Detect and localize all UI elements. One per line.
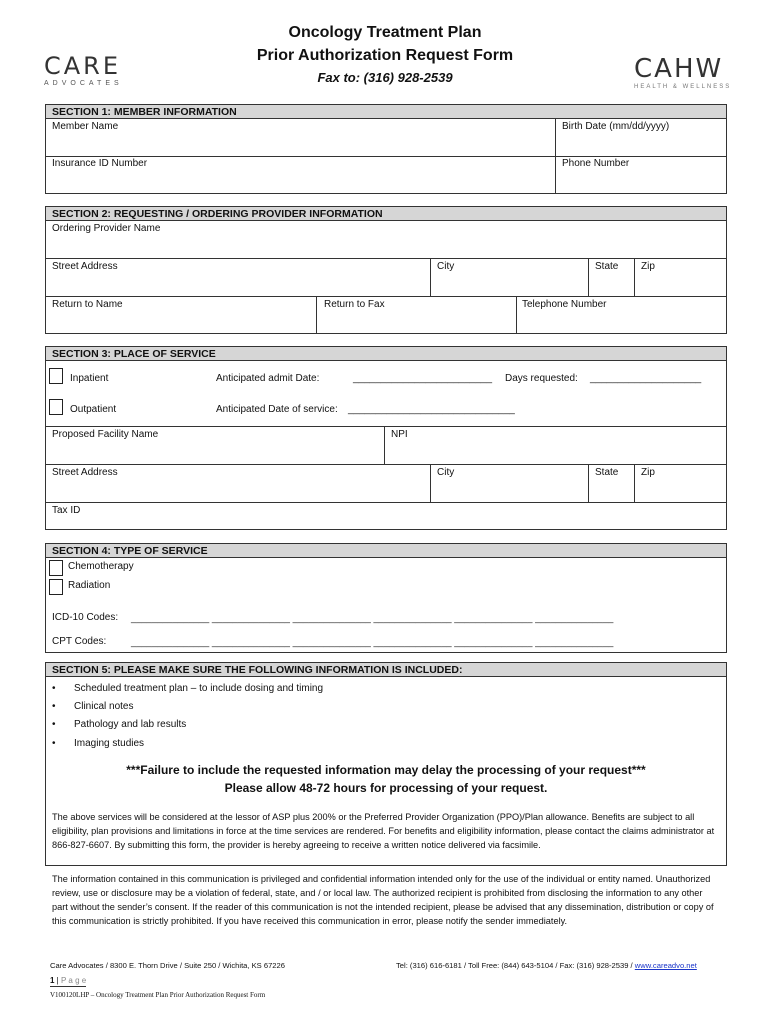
service-date-label: Anticipated Date of service: <box>216 404 338 415</box>
bullet-icon: • <box>52 738 56 749</box>
facility-street-field[interactable]: Street Address <box>52 467 118 478</box>
radiation-label: Radiation <box>68 580 111 591</box>
cpt-code-lines[interactable]: _______________ _______________ _______________ _______________ _______________ _______________ <box>131 636 614 647</box>
list-item: Imaging studies <box>74 738 145 749</box>
birth-date-field[interactable]: Birth Date (mm/dd/yyyy) <box>562 121 670 132</box>
inpatient-checkbox[interactable] <box>49 368 63 384</box>
list-item: Clinical notes <box>74 701 134 712</box>
bullet-icon: • <box>52 683 56 694</box>
warning-line-2: Please allow 48-72 hours for processing of your request. <box>224 781 548 795</box>
warning-line-1: ***Failure to include the requested information may delay the processing of your request*** <box>126 763 646 777</box>
npi-field[interactable]: NPI <box>391 429 408 440</box>
chemotherapy-checkbox[interactable] <box>49 560 63 576</box>
outpatient-checkbox[interactable] <box>49 399 63 415</box>
page-title: Oncology Treatment Plan <box>288 24 482 41</box>
footer-address: Care Advocates / 8300 E. Thorn Drive / Suite 250 / Wichita, KS 67226 <box>50 961 285 970</box>
list-item: Pathology and lab results <box>74 719 187 730</box>
days-requested-line[interactable]: ____________________ <box>590 373 702 384</box>
confidentiality-paragraph: The information contained in this communication is privileged and confidential information intended only for the use of the individual or entity named. Unauthorized review, use or disclosure may be a violation of federal, state, and / or local law. The authorized recipient is prohibited from disclosing the information to any other part without the sender’s consent. If the reader of this communication is not the intended recipient, please be advised that any dissemination, distribution or copy of this communication is strictly prohibited. If you have received this communication in error, please notify the sender immediately. <box>52 874 714 926</box>
member-name-field[interactable]: Member Name <box>52 121 119 132</box>
icd10-code-lines[interactable]: _______________ _______________ _______________ _______________ _______________ _______________ <box>131 612 614 623</box>
facility-zip-field[interactable]: Zip <box>641 467 655 478</box>
provider-state-field[interactable]: State <box>595 261 619 272</box>
form-id: V100120LHP – Oncology Treatment Plan Prior Authorization Request Form <box>50 991 266 999</box>
facility-name-field[interactable]: Proposed Facility Name <box>52 429 159 440</box>
provider-street-field[interactable]: Street Address <box>52 261 118 272</box>
page-subtitle: Prior Authorization Request Form <box>256 47 514 64</box>
section-1-header: SECTION 1: MEMBER INFORMATION <box>45 104 727 119</box>
inpatient-label: Inpatient <box>70 373 109 384</box>
website-link[interactable]: www.careadvo.net <box>634 961 697 970</box>
bullet-icon: • <box>52 701 56 712</box>
section-4-header: SECTION 4: TYPE OF SERVICE <box>45 543 727 558</box>
telephone-field[interactable]: Telephone Number <box>522 299 607 310</box>
benefits-paragraph: The above services will be considered at the lessor of ASP plus 200% or the Preferred Provider Organization (PPO)/Plan allowance. Benefits are subject to all eligibility, plan provisions and limitations in force at the time services are rendered. For benefits and eligibility information, please contact the claims administrator at 866-827-6607. By submitting this form, the provider is hereby agreeing to receive a written notice delivered via facsimile. <box>52 812 715 850</box>
cpt-label: CPT Codes: <box>52 636 107 647</box>
section-3-header: SECTION 3: PLACE OF SERVICE <box>45 346 727 361</box>
service-date-line[interactable]: ______________________________ <box>348 404 515 415</box>
care-advocates-logo: CARE ADVOCATES <box>44 52 123 87</box>
provider-city-field[interactable]: City <box>437 261 455 272</box>
admit-date-line[interactable]: _________________________ <box>353 373 493 384</box>
facility-state-field[interactable]: State <box>595 467 619 478</box>
chemotherapy-label: Chemotherapy <box>68 561 134 572</box>
ordering-provider-field[interactable]: Ordering Provider Name <box>52 223 161 234</box>
section-5-header: SECTION 5: PLEASE MAKE SURE THE FOLLOWING INFORMATION IS INCLUDED: <box>45 662 727 677</box>
admit-date-label: Anticipated admit Date: <box>216 373 320 384</box>
return-fax-field[interactable]: Return to Fax <box>324 299 385 310</box>
section-3-box <box>45 360 727 530</box>
provider-zip-field[interactable]: Zip <box>641 261 655 272</box>
bullet-icon: • <box>52 719 56 730</box>
phone-number-field[interactable]: Phone Number <box>562 158 630 169</box>
facility-city-field[interactable]: City <box>437 467 455 478</box>
tax-id-field[interactable]: Tax ID <box>52 505 81 516</box>
section-2-header: SECTION 2: REQUESTING / ORDERING PROVIDER INFORMATION <box>45 206 727 221</box>
days-requested-label: Days requested: <box>505 373 578 384</box>
footer-contact: Tel: (316) 616-6181 / Toll Free: (844) 643-5104 / Fax: (316) 928-2539 / www.careadvo.net <box>396 961 697 970</box>
icd10-label: ICD-10 Codes: <box>52 612 119 623</box>
cahw-logo: CAHW HEALTH & WELLNESS <box>634 54 732 90</box>
page-number: 1 | P a g e <box>50 976 87 985</box>
section-2-box <box>45 220 727 334</box>
outpatient-label: Outpatient <box>70 404 117 415</box>
fax-number: Fax to: (316) 928-2539 <box>317 70 453 85</box>
radiation-checkbox[interactable] <box>49 579 63 595</box>
insurance-id-field[interactable]: Insurance ID Number <box>52 158 148 169</box>
list-item: Scheduled treatment plan – to include dosing and timing <box>74 683 324 694</box>
return-name-field[interactable]: Return to Name <box>52 299 123 310</box>
